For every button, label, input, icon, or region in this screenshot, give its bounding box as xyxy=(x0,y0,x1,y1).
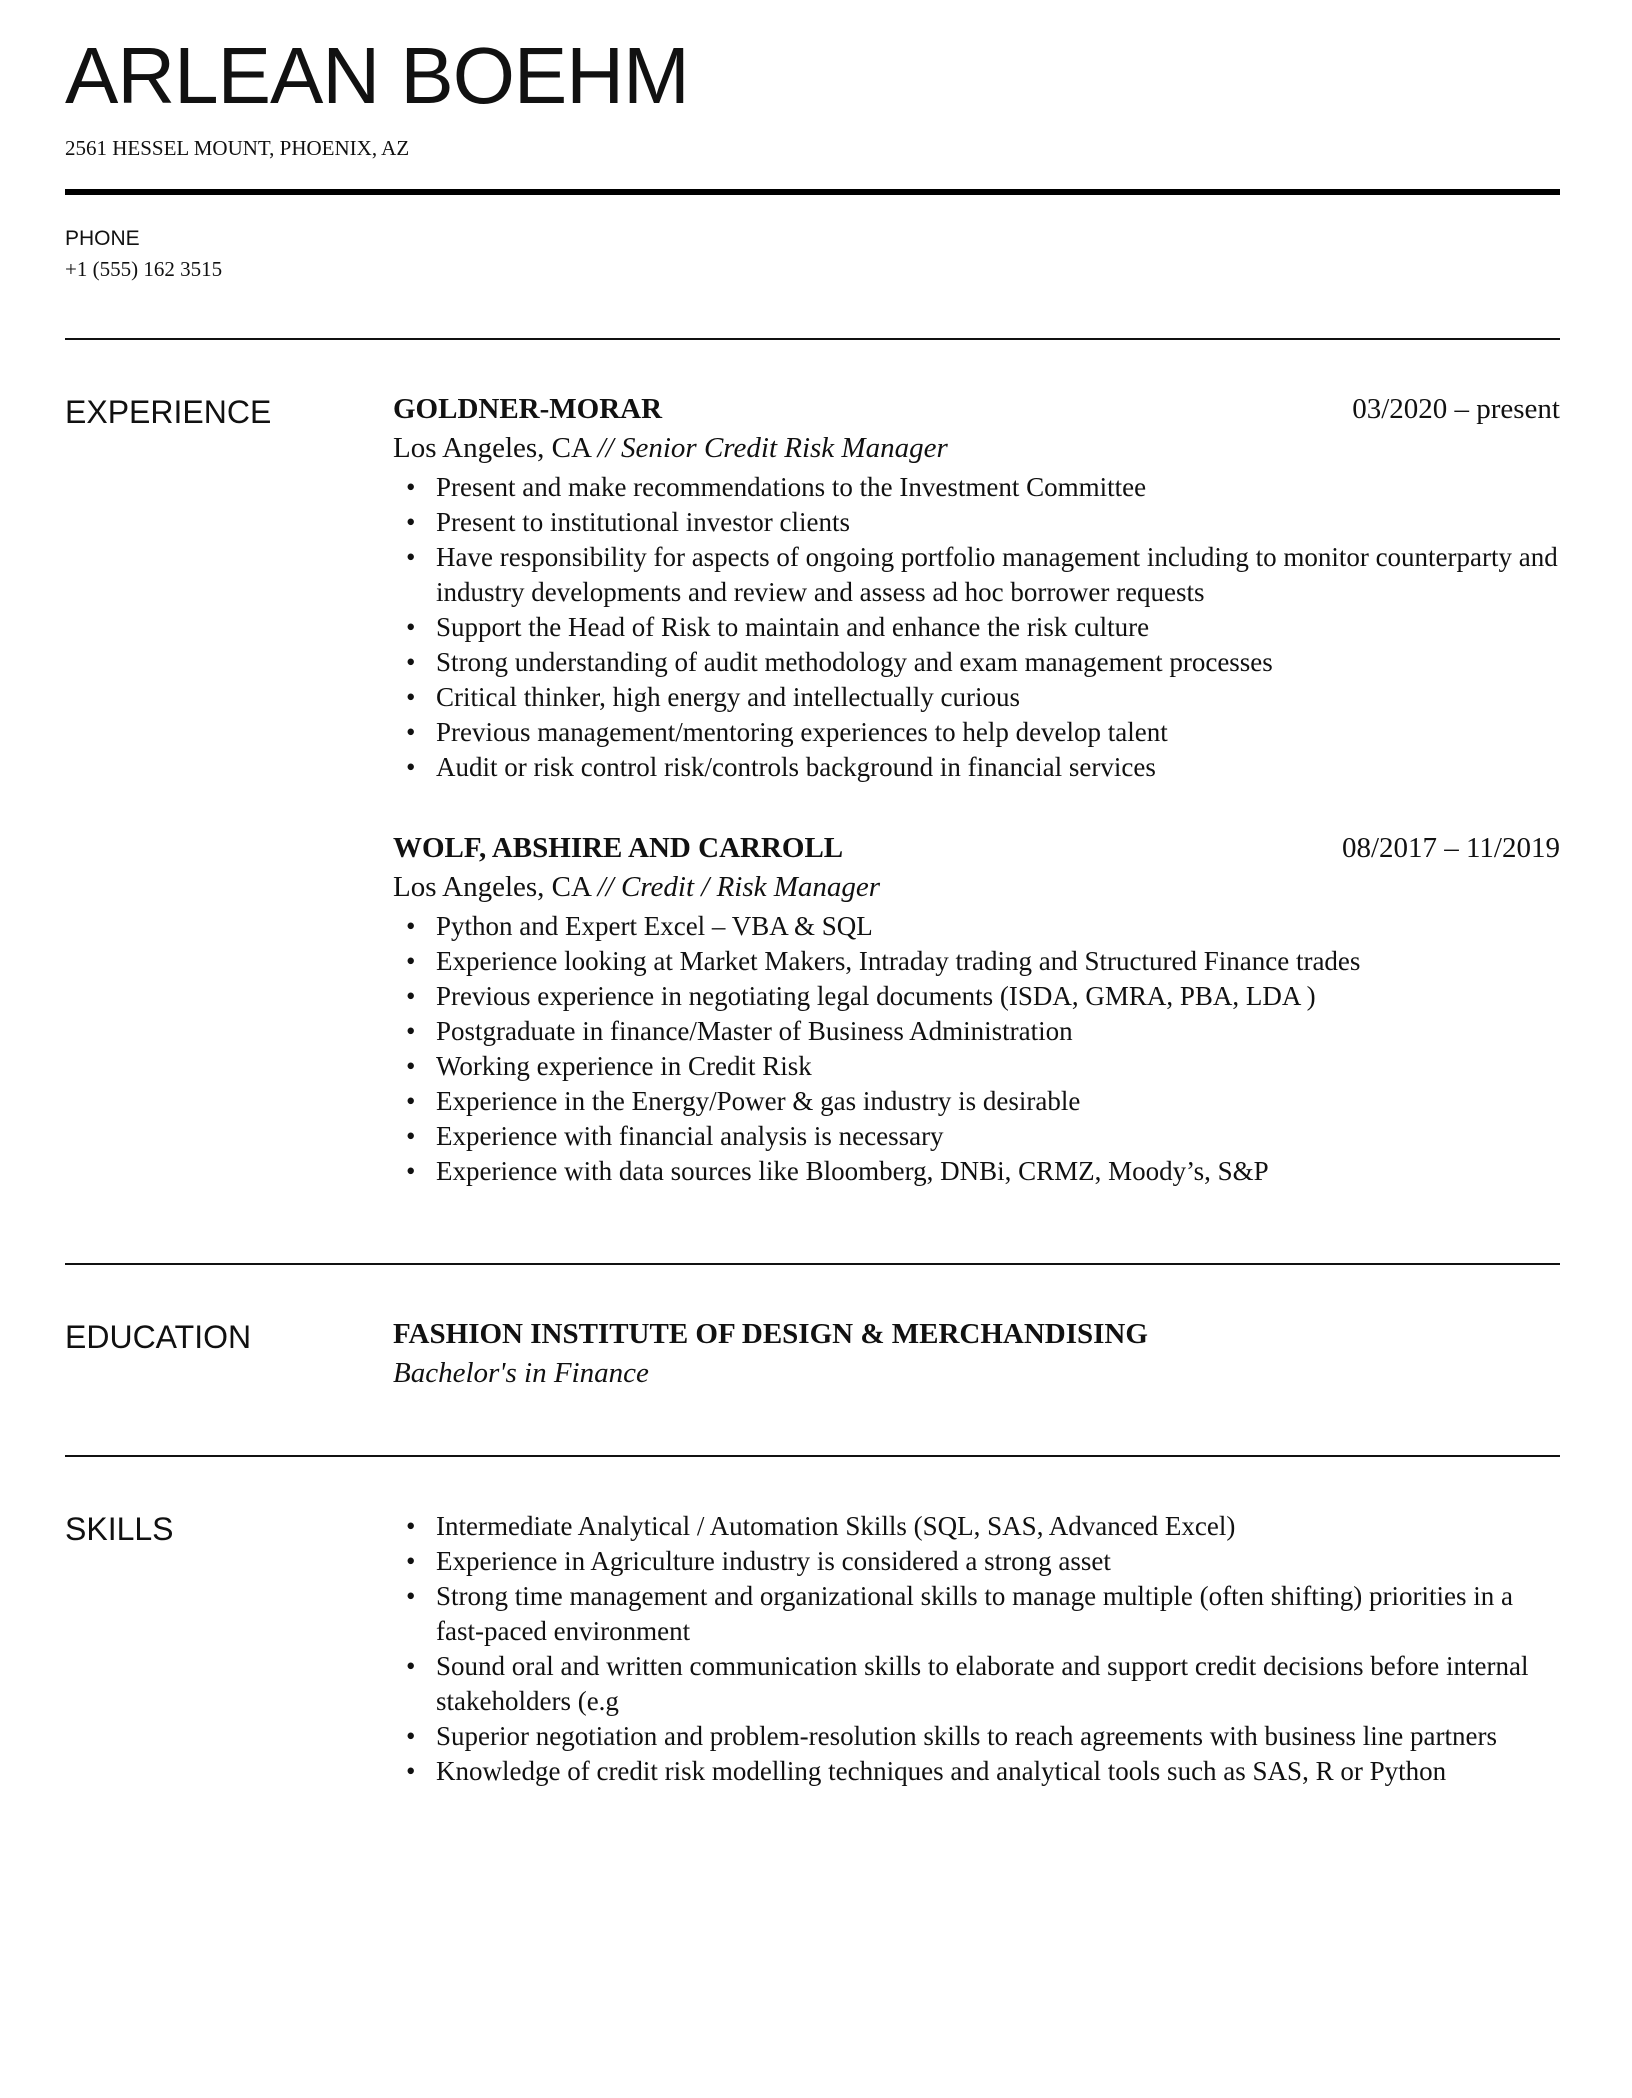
skill-item: • Strong time management and organizational skills to manage multiple (often shifting) priorities in a fast-paced environment xyxy=(393,1579,1560,1649)
job-entry xyxy=(393,829,1560,1189)
job-bullet: • Postgraduate in finance/Master of Business Administration xyxy=(393,1014,1560,1049)
degree: Bachelor's in Finance xyxy=(393,1357,649,1389)
education-section xyxy=(65,1315,1560,1393)
job-bullet: • Support the Head of Risk to maintain and enhance the risk culture xyxy=(393,610,1560,645)
job-bullet: • Experience with data sources like Bloomberg, DNBi, CRMZ, Moody’s, S&P xyxy=(393,1154,1560,1189)
company-name: GOLDNER-MORAR xyxy=(393,393,663,425)
header-divider xyxy=(65,189,1560,195)
experience-list xyxy=(393,390,1560,1233)
job-dates: 03/2020 – present xyxy=(1352,393,1560,425)
job-bullet: • Present and make recommendations to the Investment Committee xyxy=(393,470,1560,505)
job-bullet: • Have responsibility for aspects of ongoing portfolio management including to monitor counterparty and industry developments and review and assess ad hoc borrower requests xyxy=(393,540,1560,610)
skills-list xyxy=(393,1509,1560,1789)
skill-item: • Superior negotiation and problem-resolution skills to reach agreements with business line partners xyxy=(393,1719,1560,1754)
resume xyxy=(65,0,1560,1789)
job-bullet: • Experience in the Energy/Power & gas industry is desirable xyxy=(393,1084,1560,1119)
separator: // xyxy=(597,871,614,903)
experience-section xyxy=(65,390,1560,1233)
job-bullet: • Audit or risk control risk/controls background in financial services xyxy=(393,750,1560,785)
skills-section xyxy=(65,1507,1560,1789)
section-label: EXPERIENCE xyxy=(65,394,272,430)
job-bullet: • Experience with financial analysis is necessary xyxy=(393,1119,1560,1154)
job-dates: 08/2017 – 11/2019 xyxy=(1341,832,1560,864)
company-name: WOLF, ABSHIRE AND CARROLL xyxy=(393,832,844,864)
phone-label: PHONE xyxy=(65,227,140,250)
skill-item: • Sound oral and written communication skills to elaborate and support credit decisions before internal stakeholders (e.g xyxy=(393,1649,1560,1719)
job-bullet: • Previous experience in negotiating legal documents (ISDA, GMRA, PBA, LDA ) xyxy=(393,979,1560,1014)
job-bullet: • Working experience in Credit Risk xyxy=(393,1049,1560,1084)
job-bullet: • Critical thinker, high energy and intellectually curious xyxy=(393,680,1560,715)
school-name: FASHION INSTITUTE OF DESIGN & MERCHANDISING xyxy=(393,1318,1148,1350)
divider xyxy=(65,1263,1560,1265)
skill-item: • Experience in Agriculture industry is considered a strong asset xyxy=(393,1544,1560,1579)
divider xyxy=(65,1455,1560,1457)
divider xyxy=(65,338,1560,340)
job-entry xyxy=(393,390,1560,785)
separator: // xyxy=(597,432,614,464)
job-location: Los Angeles, CA xyxy=(393,871,591,903)
skill-item: • Knowledge of credit risk modelling techniques and analytical tools such as SAS, R or Python xyxy=(393,1754,1560,1789)
phone-number: +1 (555) 162 3515 xyxy=(65,257,223,281)
job-bullet: • Strong understanding of audit methodology and exam management processes xyxy=(393,645,1560,680)
job-title: Senior Credit Risk Manager xyxy=(621,432,948,464)
job-bullet: • Previous management/mentoring experiences to help develop talent xyxy=(393,715,1560,750)
address: 2561 HESSEL MOUNT, PHOENIX, AZ xyxy=(65,136,410,160)
section-label: SKILLS xyxy=(65,1511,174,1547)
skill-item: • Intermediate Analytical / Automation Skills (SQL, SAS, Advanced Excel) xyxy=(393,1509,1560,1544)
job-location: Los Angeles, CA xyxy=(393,432,591,464)
candidate-name: ARLEAN BOEHM xyxy=(65,31,689,120)
section-label: EDUCATION xyxy=(65,1319,252,1355)
job-title: Credit / Risk Manager xyxy=(621,871,881,903)
job-bullet: • Python and Expert Excel – VBA & SQL xyxy=(393,909,1560,944)
job-bullet: • Experience looking at Market Makers, Intraday trading and Structured Finance trades xyxy=(393,944,1560,979)
job-bullet: • Present to institutional investor clients xyxy=(393,505,1560,540)
